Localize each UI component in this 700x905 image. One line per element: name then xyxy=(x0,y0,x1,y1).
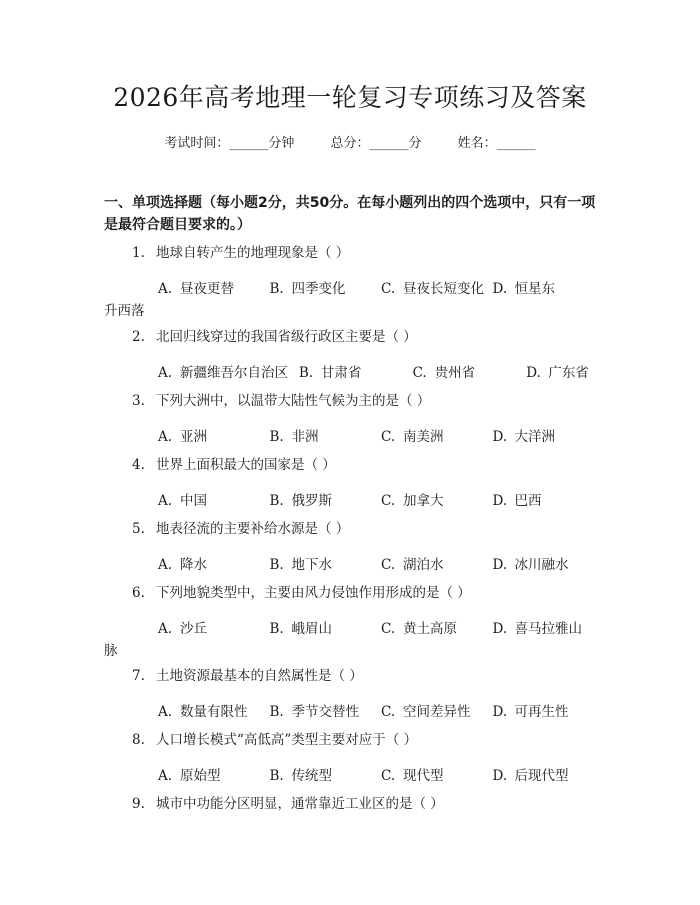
question-7 xyxy=(104,665,604,723)
option-d-wrap: 升西落 xyxy=(104,303,145,319)
option-d: D. 冰川融水 xyxy=(492,557,569,573)
question-stem: 城市中功能分区明显，通常靠近工业区的是（ ） xyxy=(156,796,444,812)
section-heading: 一、单项选择题（每小题2分，共50分。在每小题列出的四个选项中，只有一项是最符合题目要求的。） xyxy=(104,195,596,233)
question-number: 3. xyxy=(132,393,145,409)
option-c: C. 湖泊水 xyxy=(381,557,444,573)
question-1 xyxy=(104,242,604,322)
option-d: D. 后现代型 xyxy=(492,768,569,784)
option-d: D. 大洋洲 xyxy=(492,429,555,445)
question-3 xyxy=(104,390,604,448)
question-9 xyxy=(104,793,604,815)
option-d: D. 恒星东 xyxy=(492,281,555,297)
option-c: C. 南美洲 xyxy=(381,429,444,445)
option-b: B. 地下水 xyxy=(269,557,332,573)
question-stem: 下列大洲中，以温带大陆性气候为主的是（ ） xyxy=(156,393,431,409)
exam-meta xyxy=(0,132,700,151)
option-a: A. 中国 xyxy=(158,493,207,509)
question-5 xyxy=(104,518,604,576)
question-2 xyxy=(104,326,604,384)
exam-score: 总分：______分 xyxy=(330,136,422,151)
option-b: B. 非洲 xyxy=(269,429,319,445)
option-a: A. 沙丘 xyxy=(158,621,207,637)
option-b: B. 甘肃省 xyxy=(298,365,362,381)
question-number: 8. xyxy=(132,732,145,748)
option-c: C. 加拿大 xyxy=(381,493,444,509)
option-b: B. 传统型 xyxy=(269,768,332,784)
student-name: 姓名：______ xyxy=(457,136,536,151)
question-number: 6. xyxy=(132,585,145,601)
question-8 xyxy=(104,729,604,787)
option-a: A. 降水 xyxy=(158,557,207,573)
option-a: A. 数量有限性 xyxy=(158,704,248,720)
exam-time: 考试时间：______分钟 xyxy=(164,136,295,151)
question-stem: 北回归线穿过的我国省级行政区主要是（ ） xyxy=(156,329,417,345)
option-d: D. 喜马拉雅山 xyxy=(492,621,582,637)
option-b: B. 俄罗斯 xyxy=(269,493,332,509)
question-number: 7. xyxy=(132,668,145,684)
option-b: B. 季节交替性 xyxy=(269,704,359,720)
question-6 xyxy=(104,582,604,662)
option-c: C. 贵州省 xyxy=(412,365,476,381)
question-number: 2. xyxy=(132,329,145,345)
question-stem: 世界上面积最大的国家是（ ） xyxy=(156,457,336,473)
option-a: A. 原始型 xyxy=(158,768,221,784)
option-d: D. 巴西 xyxy=(492,493,542,509)
option-a: A. 昼夜更替 xyxy=(158,281,234,297)
option-d-wrap: 脉 xyxy=(104,643,118,659)
option-b: B. 峨眉山 xyxy=(269,621,332,637)
option-c: C. 昼夜长短变化 xyxy=(381,281,484,297)
question-4 xyxy=(104,454,604,512)
question-number: 4. xyxy=(132,457,145,473)
option-a: A. 新疆维吾尔自治区 xyxy=(158,365,288,381)
question-number: 1. xyxy=(132,245,145,261)
option-d: D. 可再生性 xyxy=(492,704,569,720)
question-stem: 人口增长模式“高低高”类型主要对应于（ ） xyxy=(156,732,418,748)
option-a: A. 亚洲 xyxy=(158,429,207,445)
option-b: B. 四季变化 xyxy=(269,281,346,297)
question-stem: 地球自转产生的地理现象是（ ） xyxy=(156,245,350,261)
question-stem: 土地资源最基本的自然属性是（ ） xyxy=(156,668,363,684)
option-c: C. 现代型 xyxy=(381,768,444,784)
question-stem: 地表径流的主要补给水源是（ ） xyxy=(156,521,350,537)
page-title: 2026年高考地理一轮复习专项练习及答案 xyxy=(113,83,587,112)
question-stem: 下列地貌类型中，主要由风力侵蚀作用形成的是（ ） xyxy=(156,585,471,601)
question-number: 9. xyxy=(132,796,145,812)
question-number: 5. xyxy=(132,521,145,537)
option-c: C. 黄土高原 xyxy=(381,621,457,637)
option-c: C. 空间差异性 xyxy=(381,704,471,720)
option-d: D. 广东省 xyxy=(526,365,589,381)
